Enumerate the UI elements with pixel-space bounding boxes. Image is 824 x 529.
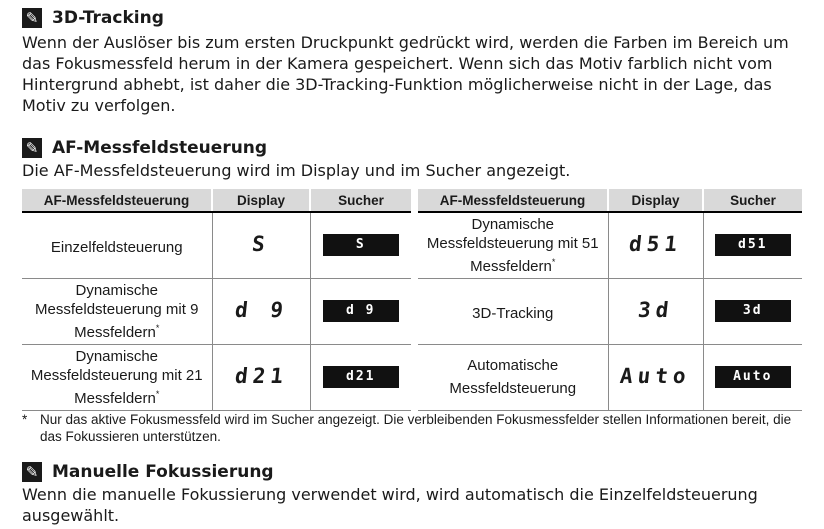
section-heading-3d-tracking	[22, 8, 164, 28]
display-indicator: d 9	[212, 278, 310, 344]
mode-label: Einzelfeldsteuerung	[22, 212, 212, 278]
column-header-display: Display	[212, 189, 310, 212]
af-mode-table-left	[22, 189, 411, 411]
viewfinder-indicator: Auto	[703, 344, 802, 410]
mode-label: Dynamische Messfeldsteuerung mit 21 Messfeldern*	[22, 344, 212, 410]
table-footnote	[22, 411, 802, 445]
display-indicator: S	[212, 212, 310, 278]
paragraph-af-messfeldsteuerung: Die AF-Messfeldsteuerung wird im Display und im Sucher angezeigt.	[22, 161, 571, 180]
section-heading-af-messfeldsteuerung	[22, 138, 267, 158]
table-row	[418, 278, 802, 344]
table-row	[22, 344, 411, 410]
column-header-viewfinder: Sucher	[703, 189, 802, 212]
heading-text: 3D-Tracking	[52, 8, 164, 28]
viewfinder-indicator: d51	[703, 212, 802, 278]
af-mode-table-right	[418, 189, 802, 411]
paragraph-manuelle-fokussierung: Wenn die manuelle Fokussierung verwendet wird, wird automatisch die Einzelfeldsteuerung ausgewählt.	[22, 485, 758, 525]
display-indicator: Auto	[608, 344, 703, 410]
pencil-note-icon: ✎	[22, 8, 42, 28]
mode-label: Dynamische Messfeldsteuerung mit 9 Messfeldern*	[22, 278, 212, 344]
table-header-row	[418, 189, 802, 212]
mode-label: Dynamische Messfeldsteuerung mit 51 Messfeldern*	[418, 212, 608, 278]
pencil-note-icon: ✎	[22, 462, 42, 482]
mode-label: Automatische Messfeldsteuerung	[418, 344, 608, 410]
mode-label: 3D-Tracking	[418, 278, 608, 344]
heading-text: AF-Messfeldsteuerung	[52, 138, 268, 158]
display-indicator: d21	[212, 344, 310, 410]
viewfinder-indicator: S	[310, 212, 411, 278]
pencil-note-icon: ✎	[22, 138, 42, 158]
column-header-mode: AF-Messfeldsteuerung	[418, 189, 608, 212]
table-row	[418, 212, 802, 278]
display-indicator: 3d	[608, 278, 703, 344]
column-header-viewfinder: Sucher	[310, 189, 411, 212]
viewfinder-indicator: 3d	[703, 278, 802, 344]
viewfinder-indicator: d 9	[310, 278, 411, 344]
paragraph-3d-tracking: Wenn der Auslöser bis zum ersten Druckpunkt gedrückt wird, werden die Farben im Bereich um das Fokusmessfeld herum in der Kamera gespeichert. Wenn sich das Motiv farblich nicht vom Hintergrund abhebt, ist daher die 3D-Tracking-Funktion möglicherweise nicht in der Lage, das Motiv zu verfolgen.	[22, 33, 789, 115]
footnote-text: Nur das aktive Fokusmessfeld wird im Sucher angezeigt. Die verbleibenden Fokusmessfelder stellen Informationen bereit, die das Fokussieren unterstützen.	[40, 412, 792, 444]
table-row	[22, 278, 411, 344]
heading-text: Manuelle Fokussierung	[52, 462, 274, 482]
footnote-marker: *	[22, 412, 28, 427]
column-header-display: Display	[608, 189, 703, 212]
viewfinder-indicator: d21	[310, 344, 411, 410]
display-indicator: d51	[608, 212, 703, 278]
table-header-row	[22, 189, 411, 212]
section-heading-manuelle-fokussierung	[22, 462, 274, 482]
table-row	[22, 212, 411, 278]
table-row	[418, 344, 802, 410]
column-header-mode: AF-Messfeldsteuerung	[22, 189, 212, 212]
